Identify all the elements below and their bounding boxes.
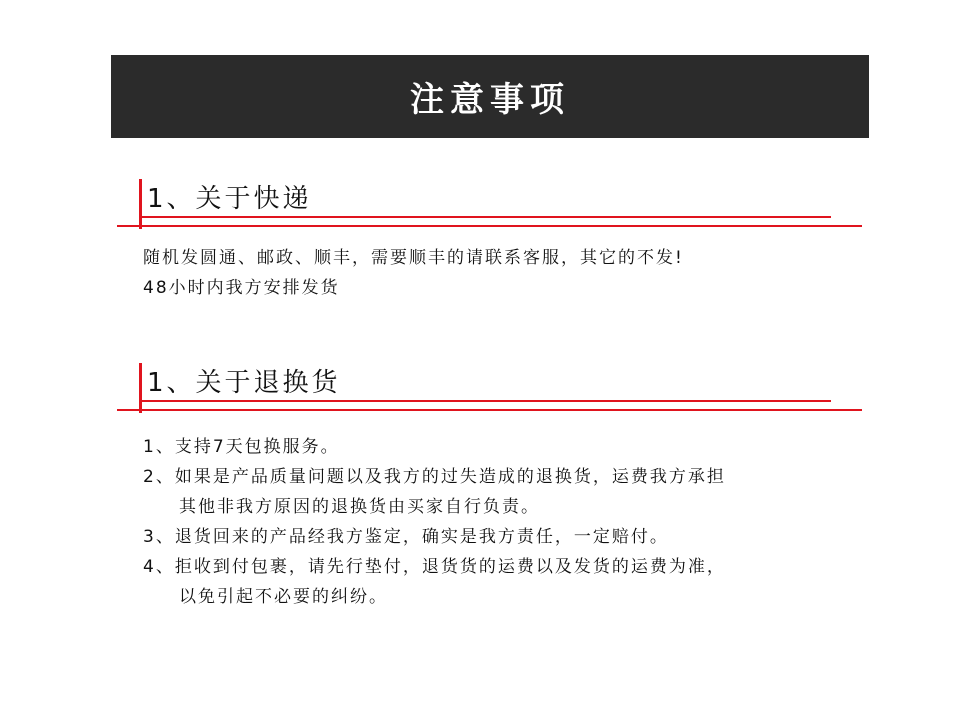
- text-line: 1、支持7天包换服务。: [143, 437, 340, 457]
- text-line: 其他非我方原因的退换货由买家自行负责。: [179, 497, 540, 517]
- text-line: 48小时内我方安排发货: [143, 278, 340, 298]
- section-heading-returns: [117, 363, 862, 413]
- page-title: 注意事项: [410, 80, 570, 120]
- text-line: 3、退货回来的产品经我方鉴定，确实是我方责任，一定赔付。: [143, 527, 669, 547]
- section-title: 1、关于快递: [147, 184, 312, 214]
- heading-accent-bar: [139, 179, 142, 229]
- heading-underline-inner: [142, 400, 831, 402]
- text-line: 4、拒收到付包裹，请先行垫付，退货货的运费以及发货的运费为准，: [143, 557, 726, 577]
- text-line: 随机发圆通、邮政、顺丰，需要顺丰的请联系客服，其它的不发!: [143, 248, 684, 268]
- text-line: 2、如果是产品质量问题以及我方的过失造成的退换货，运费我方承担: [143, 467, 726, 487]
- returns-text: [143, 432, 726, 612]
- heading-underline-inner: [142, 216, 831, 218]
- shipping-text: [143, 243, 684, 303]
- heading-accent-bar: [139, 363, 142, 413]
- section-heading-shipping: [117, 179, 862, 229]
- text-line: 以免引起不必要的纠纷。: [179, 587, 388, 607]
- title-banner: [111, 55, 869, 138]
- section-title: 1、关于退换货: [147, 368, 341, 398]
- heading-underline-outer: [117, 409, 862, 411]
- heading-underline-outer: [117, 225, 862, 227]
